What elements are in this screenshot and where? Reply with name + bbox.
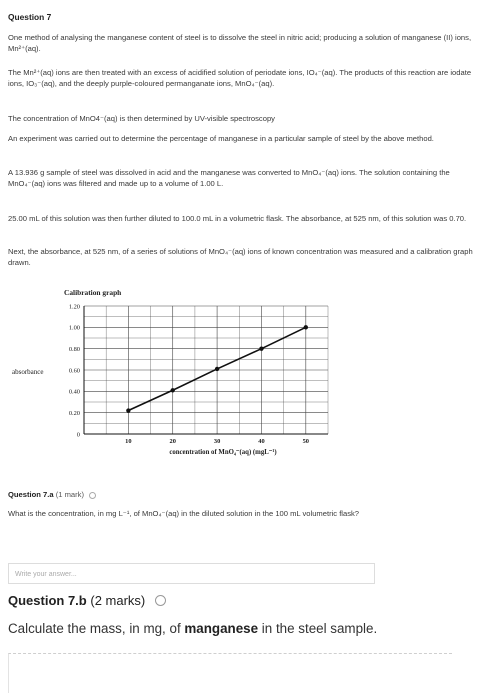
question-7a-title: Question 7.a <box>8 490 54 499</box>
question-title: Question 7 <box>8 12 52 22</box>
x-tick-labels <box>125 438 309 445</box>
x-tick-label: 40 <box>258 438 265 445</box>
question-paragraph-4: An experiment was carried out to determine the percentage of manganese in a particular sample of steel by the above method. <box>8 134 434 143</box>
y-tick-label: 1.00 <box>68 324 80 332</box>
answer-input-7a[interactable]: Write your answer... <box>8 563 375 584</box>
question-7b-text-start: Calculate the mass, in mg, of <box>8 621 185 636</box>
question-7a-header <box>8 490 96 499</box>
question-7b-header <box>8 593 166 608</box>
y-tick-label: 0.60 <box>68 367 80 375</box>
y-tick-labels <box>69 303 80 438</box>
question-7a-marks: (1 mark) <box>55 490 84 499</box>
calibration-graph <box>0 282 340 472</box>
question-paragraph-7: Next, the absorbance, at 525 nm, of a series of solutions of MnO₄⁻(aq) ions of known concentration was measured and a calibration graph drawn. <box>8 247 473 267</box>
data-point <box>171 388 175 392</box>
x-tick-label: 30 <box>213 438 221 445</box>
flag-circle-icon[interactable] <box>155 595 166 606</box>
question-7a-text: What is the concentration, in mg L⁻¹, of MnO₄⁻(aq) in the diluted solution in the 100 mL volumetric flask? <box>8 509 360 518</box>
y-tick-label: 0 <box>76 431 80 439</box>
question-paragraph-2: The Mn²⁺(aq) ions are then treated with an excess of acidified solution of periodate ions, IO₄⁻(aq). The products of this reaction are iodate ions, IO₃⁻(aq), and the deeply purple-coloured permanganate ions, MnO₄⁻(aq). <box>8 68 472 88</box>
y-tick-label: 1.20 <box>68 303 80 311</box>
question-paragraph-5: A 13.936 g sample of steel was dissolved in acid and the manganese was converted to MnO₄⁻(aq) ions. The solution containing the MnO₄⁻(aq) ions was filtered and made up to a volume of 1.00 L. <box>8 168 450 188</box>
y-tick-label: 0.80 <box>68 345 80 353</box>
question-intro: One method of analysing the manganese content of steel is to dissolve the steel in nitric acid; producing a solution of manganese (II) ions, Mn²⁺(aq). <box>8 33 472 53</box>
question-paragraph-3: The concentration of MnO4⁻(aq) is then determined by UV-visible spectroscopy <box>8 114 275 123</box>
data-point <box>126 408 130 412</box>
data-point <box>259 346 263 350</box>
answer-input-7b[interactable] <box>8 653 452 693</box>
data-point <box>304 325 308 329</box>
y-tick-label: 0.40 <box>68 388 80 396</box>
question-7b-title: Question 7.b <box>8 593 87 608</box>
data-point <box>215 367 219 371</box>
question-paragraph-6: 25.00 mL of this solution was then further diluted to 100.0 mL in a volumetric flask. The absorbance, at 525 nm, of this solution was 0.70. <box>8 214 467 223</box>
y-tick-label: 0.20 <box>68 409 80 417</box>
question-7b-text-bold: manganese <box>184 621 259 636</box>
x-tick-label: 10 <box>125 438 132 445</box>
x-tick-label: 50 <box>302 438 310 445</box>
x-axis-label: concentration of MnO₄⁻(aq) (mgL⁻¹) <box>169 449 277 456</box>
flag-circle-icon[interactable] <box>89 492 96 499</box>
question-7b-text-end: in the steel sample. <box>258 621 378 636</box>
question-7b-marks: (2 marks) <box>90 593 146 608</box>
chart-grid <box>84 306 328 434</box>
chart-title: Calibration graph <box>64 288 122 297</box>
y-axis-label: absorbance <box>12 368 44 376</box>
x-tick-label: 20 <box>169 438 176 445</box>
question-7b-text <box>8 621 377 636</box>
